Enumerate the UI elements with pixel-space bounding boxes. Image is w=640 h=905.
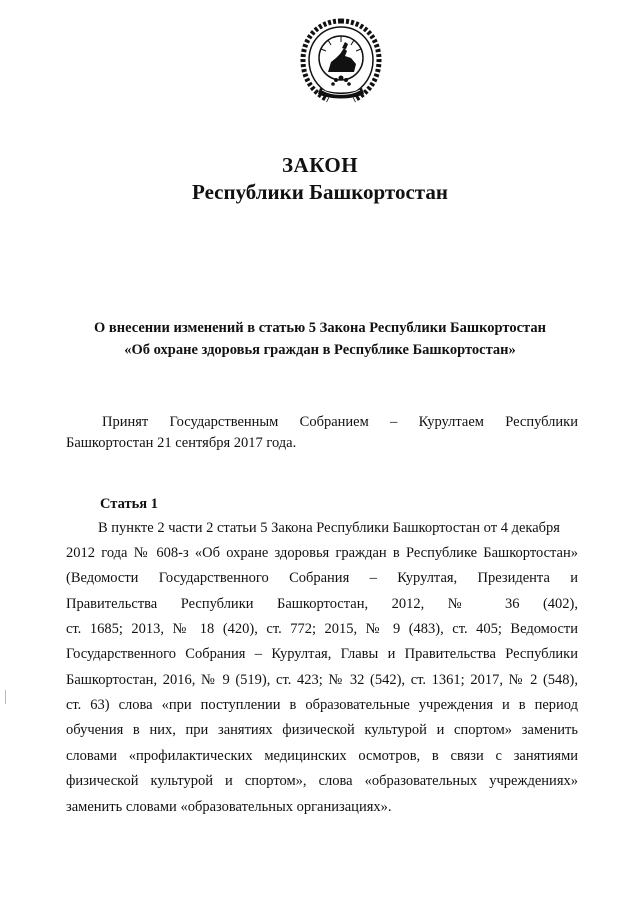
- law-title: ЗАКОН: [281, 153, 359, 177]
- article-line: ст. 63) слова «при поступлении в образовательные учреждения и в период: [66, 697, 578, 713]
- law-subtitle: Республики Башкортостан: [192, 180, 448, 204]
- adoption-text-1: Принят Государственным Собранием – Курултаем Республики: [102, 414, 578, 430]
- law-subject-line-2: «Об охране здоровья граждан в Республике Башкортостан»: [124, 342, 516, 358]
- article-line: 2012 года № 608-з «Об охране здоровья граждан в Республике Башкортостан»: [66, 545, 578, 561]
- adoption-line-2: Башкортостан 21 сентября 2017 года.: [66, 435, 297, 451]
- article-heading: Статья 1: [100, 496, 158, 512]
- article-line: обучения в них, при занятиях физической культурой и спортом» заменить: [66, 722, 578, 738]
- coat-of-arms-emblem: [298, 18, 384, 108]
- article-line: (Ведомости Государственного Собрания – Курултая, Президента и: [66, 570, 578, 586]
- article-line: словами «профилактических медицинских осмотров, в связи с занятиями: [66, 748, 578, 764]
- article-line: В пункте 2 части 2 статьи 5 Закона Республики Башкортостан от 4 декабря: [98, 520, 560, 536]
- article-line: физической культурой и спортом», слова «образовательных учреждениях»: [66, 773, 578, 789]
- scan-margin-mark: [5, 690, 6, 704]
- article-line: Правительства Республики Башкортостан, 2012, № 36 (402),: [66, 596, 578, 612]
- article-line: ст. 1685; 2013, № 18 (420), ст. 772; 2015, № 9 (483), ст. 405; Ведомости: [66, 621, 578, 637]
- law-subject-line-1: О внесении изменений в статью 5 Закона Республики Башкортостан: [94, 320, 546, 336]
- article-line: заменить словами «образовательных организациях».: [66, 799, 392, 815]
- adoption-line-1: [66, 412, 578, 433]
- article-line: Государственного Собрания – Курултая, Главы и Правительства Республики: [66, 646, 578, 662]
- article-line: Башкортостан, 2016, № 9 (519), ст. 423; № 32 (542), ст. 1361; 2017, № 2 (548),: [66, 672, 578, 688]
